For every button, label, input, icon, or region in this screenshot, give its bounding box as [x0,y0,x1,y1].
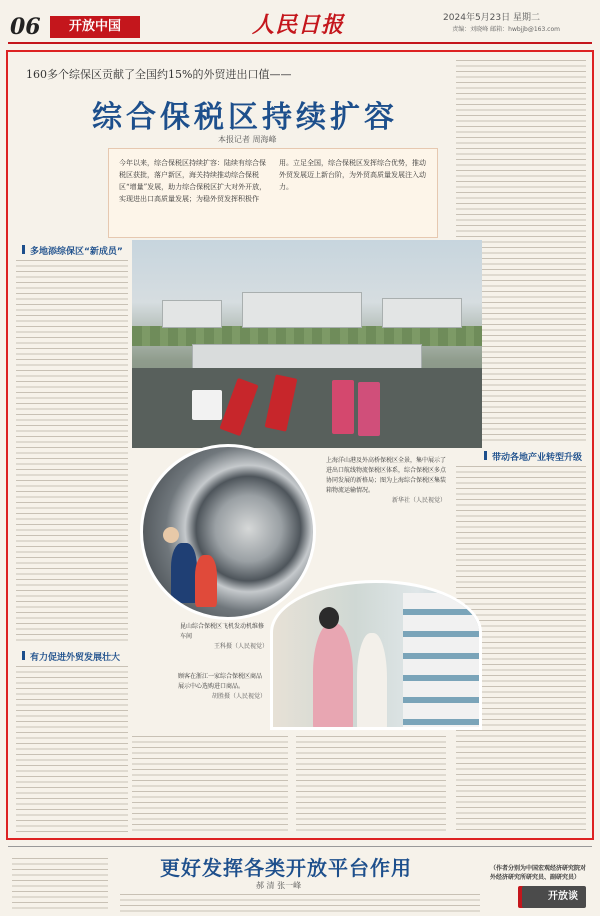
masthead [0,0,600,44]
section-tab[interactable]: 开放中国 [50,16,140,38]
opinion-byline: 郝 清 张一峰 [256,881,302,890]
engine-workshop-photo [140,444,316,620]
shop-caption-text: 顾客在浙江一家综合保税区商品展示中心选购进口商品。 [178,673,263,690]
newspaper-logo: 人民日报 [252,12,345,38]
author-note: （作者分别为中国宏观经济研究院对外经济研究所研究员、副研究员） [490,865,587,881]
column-badge: 开放谈 [522,886,586,908]
section-divider [8,846,592,847]
main-story [6,50,594,840]
port-aerial-photo [132,240,482,448]
middle-text-bottom-a [132,736,288,832]
opinion-headline[interactable]: 更好发挥各类开放平台作用 [160,856,412,880]
engine-photo-caption [180,622,268,652]
engine-caption-text: 昆山综合保税区飞机发动机维修车间 [180,623,265,640]
masthead-rule [8,42,592,44]
left-column-text-top [16,260,128,644]
sub-heading-1: 多地添综保区“新成员” [22,244,123,257]
story-headline[interactable]: 综合保税区持续扩容 [92,100,398,135]
story-kicker: 160多个综保区贡献了全国约15%的外贸进出口值—— [26,68,292,81]
sub-heading-2: 有力促进外贸发展壮大 [22,650,120,663]
page-number: 06 [10,14,41,40]
opinion-text-left [12,858,108,912]
editor-credits: 责编：刘晓峰 邮箱：hwbjjb@163.com [452,26,560,33]
story-byline: 本报记者 周海峰 [218,135,277,144]
engine-photo-credit: 王科摄（人民视觉） [213,643,268,650]
port-photo-credit: 新华社（人民视觉） [391,497,446,504]
left-column-text-bottom [16,666,128,832]
port-caption-text: 上海洋山港及外高桥保税区全景，集中展示了进出口航线物流保税区体系，综合保税区多点协同发展的新格局；图为上海综合保税区集装箱物流运输情况。 [326,457,447,494]
story-summary: 今年以来，综合保税区持续扩容：陆续有综合保税区获批，落户新区，海关持续推动综合保税区“增量”发展，助力综合保税区扩大对外开放，实现进出口高质量发展；为稳外贸发挥积极作用。立足全国，综合保税区发挥综合优势，推动外贸发展迈上新台阶，为外贸高质量发展注入动力。 [108,148,438,238]
sub-heading-3: 带动各地产业转型升级 [484,450,582,463]
opinion-text-middle [120,894,480,914]
shopping-photo [270,580,482,730]
port-photo-caption [326,456,446,506]
middle-text-bottom-b [296,736,446,832]
edition-date: 2024年5月23日 星期二 [443,13,540,23]
shop-photo-credit: 胡胜摄（人民视觉） [211,693,266,700]
shop-photo-caption [178,672,266,702]
